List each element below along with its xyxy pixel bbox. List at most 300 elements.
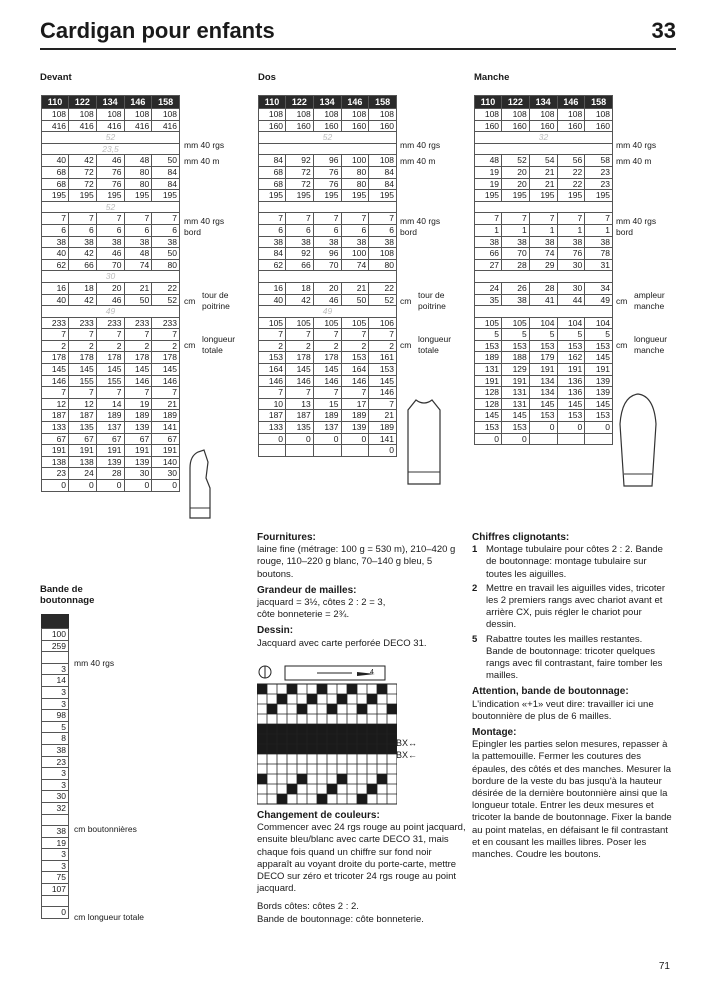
manche-title: Manche [474, 72, 510, 83]
table-cell: 6 [42, 224, 69, 236]
table-cell: 108 [585, 109, 613, 121]
table-cell: 187 [259, 410, 286, 422]
table-cell: 153 [585, 340, 613, 352]
bande-title-1: Bande de [40, 584, 83, 595]
devant-label-totale: totale [202, 345, 223, 355]
bande-label-mm40rgs: mm 40 rgs [74, 658, 115, 668]
table-cell: 233 [152, 317, 180, 329]
table-cell: 160 [502, 120, 530, 132]
table-cell: 46 [96, 155, 124, 167]
table-cell: 68 [259, 166, 286, 178]
handwritten-note [259, 271, 397, 283]
table-cell: 108 [369, 248, 397, 260]
table-cell: 6 [152, 224, 180, 236]
table-cell: 195 [152, 190, 180, 202]
table-cell: 141 [369, 433, 397, 445]
table-cell: 74 [124, 259, 152, 271]
table-cell: 187 [286, 410, 314, 422]
table-cell: 6 [313, 224, 341, 236]
table-cell: 161 [369, 352, 397, 364]
table-cell: 5 [502, 329, 530, 341]
table-cell: 62 [42, 259, 69, 271]
table-cell: 153 [585, 410, 613, 422]
table-cell: 38 [502, 294, 530, 306]
table-cell: 1 [529, 224, 557, 236]
table-row [259, 213, 397, 225]
table-row [259, 375, 397, 387]
front-silhouette-icon [186, 448, 214, 520]
table-cell: 191 [557, 364, 585, 376]
table-cell: 7 [341, 329, 369, 341]
grandeur-line-2: côte bonneterie = 2¾. [257, 609, 350, 621]
table-cell: 72 [286, 166, 314, 178]
table-cell: 1 [585, 224, 613, 236]
manche-label-manche1: manche [634, 301, 665, 311]
handwritten-note [475, 201, 613, 213]
changement-block [257, 810, 467, 926]
table-cell: 145 [313, 364, 341, 376]
devant-label-mm40rgs: mm 40 rgs [184, 140, 225, 150]
dos-label-tour: tour de [418, 290, 445, 300]
table-cell: 2 [313, 340, 341, 352]
table-cell: 28 [96, 468, 124, 480]
table-cell: 7 [369, 329, 397, 341]
table-cell: 189 [475, 352, 502, 364]
table-row [42, 248, 180, 260]
table-cell: 38 [152, 236, 180, 248]
table-cell: 0 [259, 433, 286, 445]
table-cell: 14 [42, 675, 69, 687]
size-header: 122 [69, 96, 97, 109]
table-cell: 129 [502, 364, 530, 376]
table-cell: 28 [502, 259, 530, 271]
table-cell: 189 [124, 410, 152, 422]
table-cell: 48 [124, 248, 152, 260]
table-cell: 7 [124, 329, 152, 341]
table-cell: 7 [69, 329, 97, 341]
table-row [259, 364, 397, 376]
table-cell: 13 [286, 398, 314, 410]
handwritten-note: 52 [42, 201, 180, 213]
table-cell: 80 [124, 166, 152, 178]
table-cell: 68 [42, 178, 69, 190]
table-row [42, 375, 180, 387]
manche-label-mm40rgs: mm 40 rgs [616, 140, 657, 150]
table-cell: 7 [502, 213, 530, 225]
table-cell: 178 [124, 352, 152, 364]
devant-label-bord: bord [184, 227, 202, 237]
table-cell: 70 [502, 248, 530, 260]
table-cell: 160 [259, 120, 286, 132]
table-row [475, 120, 613, 132]
table-cell: 76 [96, 178, 124, 190]
handwritten-note [259, 143, 397, 155]
table-row [475, 248, 613, 260]
table-cell: 153 [529, 410, 557, 422]
table-row [475, 190, 613, 202]
table-row [259, 387, 397, 399]
table-cell: 141 [152, 422, 180, 434]
table-cell: 84 [369, 178, 397, 190]
table-cell: 104 [557, 317, 585, 329]
table-cell: 5 [475, 329, 502, 341]
table-cell: 6 [69, 224, 97, 236]
size-header: 122 [286, 96, 314, 109]
table-cell: 416 [124, 120, 152, 132]
table-cell: 1 [557, 224, 585, 236]
table-cell: 191 [124, 445, 152, 457]
dessin-mark: 4 [370, 669, 374, 676]
table-row [259, 155, 397, 167]
table-cell: 108 [502, 109, 530, 121]
table-cell: 72 [69, 178, 97, 190]
table-cell: 105 [341, 317, 369, 329]
table-cell: 145 [475, 410, 502, 422]
dos-label-bord: bord [400, 227, 418, 237]
table-row [259, 236, 397, 248]
table-row [475, 109, 613, 121]
table-cell: 22 [557, 166, 585, 178]
table-cell: 7 [286, 213, 314, 225]
table-row [475, 213, 613, 225]
table-cell: 146 [286, 375, 314, 387]
dos-label-mm40rgs-bord: mm 40 rgs [400, 216, 441, 226]
table-row [475, 271, 613, 283]
table-row [475, 340, 613, 352]
table-cell: 7 [286, 387, 314, 399]
table-cell: 21 [124, 282, 152, 294]
table-cell: 72 [286, 178, 314, 190]
table-row [259, 224, 397, 236]
devant-table [41, 95, 180, 492]
table-cell: 40 [42, 155, 69, 167]
table-cell: 146 [369, 387, 397, 399]
bande-label-longueur-totale: cm longueur totale [74, 912, 144, 922]
table-cell: 22 [369, 282, 397, 294]
size-header: 134 [96, 96, 124, 109]
table-cell: 74 [529, 248, 557, 260]
table-cell: 105 [259, 317, 286, 329]
table-row [42, 456, 180, 468]
table-cell: 108 [286, 109, 314, 121]
table-cell: 84 [152, 178, 180, 190]
table-cell: 29 [529, 259, 557, 271]
size-header: 110 [42, 96, 69, 109]
table-row [42, 236, 180, 248]
handwritten-note [475, 271, 613, 283]
table-cell: 68 [259, 178, 286, 190]
table-row [42, 178, 180, 190]
table-cell: 153 [341, 352, 369, 364]
table-cell: 178 [152, 352, 180, 364]
bande-table [41, 628, 69, 919]
table-cell: 40 [42, 294, 69, 306]
table-cell: 195 [259, 190, 286, 202]
table-cell: 80 [341, 178, 369, 190]
table-cell: 23 [42, 756, 69, 768]
size-header: 110 [259, 96, 286, 109]
table-cell: 191 [152, 445, 180, 457]
table-cell: 34 [585, 282, 613, 294]
dos-label-mm40m: mm 40 m [400, 156, 436, 166]
table-cell: 72 [69, 166, 97, 178]
size-header: 146 [341, 96, 369, 109]
table-cell: 41 [529, 294, 557, 306]
table-row [42, 259, 180, 271]
table-row [42, 422, 180, 434]
table-cell: 105 [313, 317, 341, 329]
table-cell: 42 [286, 294, 314, 306]
table-cell: 0 [341, 433, 369, 445]
table-cell: 7 [69, 213, 97, 225]
table-cell: 108 [557, 109, 585, 121]
table-cell: 153 [475, 340, 502, 352]
manche-label-cm2: cm [616, 340, 628, 350]
table-cell: 3 [42, 768, 69, 780]
table-cell: 92 [286, 248, 314, 260]
table-cell: 195 [475, 190, 502, 202]
table-cell: 191 [502, 375, 530, 387]
table-cell: 10 [259, 398, 286, 410]
table-cell: 3 [42, 686, 69, 698]
table-cell: 153 [259, 352, 286, 364]
table-cell: 7 [369, 398, 397, 410]
size-header: 158 [152, 96, 180, 109]
table-cell: 136 [557, 387, 585, 399]
table-cell: 0 [286, 433, 314, 445]
table-row [475, 329, 613, 341]
table-cell: 38 [502, 236, 530, 248]
table-cell: 46 [313, 294, 341, 306]
table-cell [341, 445, 369, 457]
table-row [259, 259, 397, 271]
size-header: 134 [313, 96, 341, 109]
table-cell: 54 [529, 155, 557, 167]
manche-label-manche2: manche [634, 345, 665, 355]
table-cell: 0 [42, 907, 69, 919]
table-cell: 0 [557, 422, 585, 434]
table-cell: 66 [475, 248, 502, 260]
table-cell: 24 [69, 468, 97, 480]
dos-title: Dos [258, 72, 276, 83]
table-row [42, 132, 180, 144]
table-cell: 1 [502, 224, 530, 236]
table-row [42, 329, 180, 341]
page-title: Cardigan pour enfants [40, 18, 275, 43]
table-row [42, 306, 180, 318]
table-cell: 7 [475, 213, 502, 225]
table-cell: 128 [475, 387, 502, 399]
table-cell: 26 [502, 282, 530, 294]
table-row [259, 398, 397, 410]
table-cell: 2 [42, 340, 69, 352]
table-cell: 6 [341, 224, 369, 236]
table-cell: 139 [585, 387, 613, 399]
table-row [475, 201, 613, 213]
changement-text: Commencer avec 24 rgs rouge au point jacquard, ensuite bleu/blanc avec carte DECO 31, mais chaque fois quand un chiffre sur fond noir apparaît au voyant droite du porte-carte, mettre DECO sur zéro et tricoter 24 rgs rouge au point jacquard. [257, 822, 466, 895]
table-row [475, 306, 613, 318]
size-header: 122 [502, 96, 530, 109]
table-cell: 38 [529, 236, 557, 248]
table-cell: 7 [286, 329, 314, 341]
table-cell: 191 [42, 445, 69, 457]
table-cell: 3 [42, 698, 69, 710]
table-cell: 108 [96, 109, 124, 121]
table-cell: 30 [152, 468, 180, 480]
table-cell: 108 [529, 109, 557, 121]
table-cell [585, 433, 613, 445]
table-cell: 30 [557, 282, 585, 294]
table-cell: 42 [69, 248, 97, 260]
table-cell: 44 [557, 294, 585, 306]
table-cell: 100 [341, 155, 369, 167]
table-cell: 12 [69, 398, 97, 410]
chiffre-item-1: 1 Montage tubulaire pour côtes 2 : 2. Bande de boutonnage: montage tubulaire sur toutes les aiguilles. [472, 544, 663, 580]
table-cell: 100 [42, 629, 69, 641]
table-cell: 30 [42, 791, 69, 803]
table-row [259, 178, 397, 190]
table-cell: 6 [369, 224, 397, 236]
table-cell: 153 [502, 340, 530, 352]
table-cell: 49 [585, 294, 613, 306]
table-cell: 7 [124, 213, 152, 225]
table-cell: 191 [96, 445, 124, 457]
table-cell: 3 [42, 663, 69, 675]
table-cell: 108 [42, 109, 69, 121]
table-cell: 105 [502, 317, 530, 329]
table-cell: 416 [152, 120, 180, 132]
table-cell: 84 [259, 248, 286, 260]
table-row [42, 120, 180, 132]
table-cell: 146 [124, 375, 152, 387]
table-cell: 108 [313, 109, 341, 121]
table-cell: 23 [585, 166, 613, 178]
table-cell: 0 [529, 422, 557, 434]
table-cell: 38 [341, 236, 369, 248]
table-cell: 5 [585, 329, 613, 341]
bords-text: Bords côtes: côtes 2 : 2. [257, 901, 359, 913]
table-cell: 146 [152, 375, 180, 387]
table-row [42, 445, 180, 457]
table-cell: 38 [475, 236, 502, 248]
table-cell: 138 [42, 456, 69, 468]
table-cell: 2 [286, 340, 314, 352]
table-cell: 145 [96, 364, 124, 376]
table-row [259, 201, 397, 213]
back-silhouette-icon [404, 396, 444, 486]
table-cell: 50 [152, 155, 180, 167]
table-cell: 195 [369, 190, 397, 202]
table-row [475, 317, 613, 329]
table-cell: 195 [124, 190, 152, 202]
table-cell: 70 [313, 259, 341, 271]
table-cell: 7 [152, 329, 180, 341]
grandeur-line-1: jacquard = 3½, côtes 2 : 2 = 3, [257, 597, 386, 609]
montage-heading: Montage: [472, 727, 517, 739]
handwritten-note: 32 [475, 132, 613, 144]
table-cell: 134 [529, 387, 557, 399]
attention-heading: Attention, bande de boutonnage: [472, 686, 629, 698]
sleeve-silhouette-icon [618, 390, 658, 490]
table-cell: 162 [557, 352, 585, 364]
handwritten-note: 52 [259, 132, 397, 144]
table-cell: 138 [69, 456, 97, 468]
handwritten-note: 30 [42, 271, 180, 283]
table-cell: 78 [585, 248, 613, 260]
table-row [475, 259, 613, 271]
table-cell: 46 [96, 294, 124, 306]
table-cell: 195 [502, 190, 530, 202]
handwritten-note: 49 [42, 306, 180, 318]
table-cell: 84 [152, 166, 180, 178]
table-cell: 153 [557, 410, 585, 422]
table-cell: 140 [152, 456, 180, 468]
table-cell: 30 [557, 259, 585, 271]
table-cell: 108 [341, 109, 369, 121]
table-cell: 76 [313, 166, 341, 178]
table-cell [259, 445, 286, 457]
table-cell: 67 [42, 433, 69, 445]
table-cell: 0 [313, 433, 341, 445]
table-cell: 195 [313, 190, 341, 202]
table-cell: 0 [585, 422, 613, 434]
dos-label-cm2: cm [400, 340, 412, 350]
table-cell: 7 [96, 387, 124, 399]
table-cell: 195 [529, 190, 557, 202]
devant-label-cm2: cm [184, 340, 196, 350]
table-row [42, 340, 180, 352]
table-row [259, 294, 397, 306]
size-header: 146 [124, 96, 152, 109]
chiffre-item-2: 2 Mettre en travail les aiguilles vides, tricoter les 2 premiers rangs avec chariot avant et arrière CX, puis régler le chariot pour dessin. [472, 582, 665, 631]
table-row [42, 166, 180, 178]
table-row [42, 433, 180, 445]
table-cell: 108 [124, 109, 152, 121]
table-cell: 191 [529, 364, 557, 376]
table-cell: 7 [152, 213, 180, 225]
table-row [42, 352, 180, 364]
table-cell: 139 [96, 456, 124, 468]
table-cell: 19 [124, 398, 152, 410]
table-cell: 31 [585, 259, 613, 271]
table-cell: 38 [585, 236, 613, 248]
fournitures-text: laine fine (métrage: 100 g = 530 m), 210–420 g rouge, 110–220 g blanc, 70–140 g bleu, 5 boutons. [257, 544, 456, 580]
table-row [42, 143, 180, 155]
table-cell: 145 [369, 375, 397, 387]
table-cell: 164 [341, 364, 369, 376]
grandeur-heading: Grandeur de mailles: [257, 584, 357, 596]
table-row [42, 294, 180, 306]
table-cell: 189 [313, 410, 341, 422]
table-row [42, 410, 180, 422]
table-cell: 38 [42, 236, 69, 248]
table-cell: 7 [124, 387, 152, 399]
table-cell: 108 [475, 109, 502, 121]
table-cell: 80 [152, 259, 180, 271]
table-cell: 38 [369, 236, 397, 248]
table-cell: 7 [96, 213, 124, 225]
table-row [475, 178, 613, 190]
table-cell: 5 [529, 329, 557, 341]
changement-heading: Changement de couleurs: [257, 810, 380, 821]
table-cell: 145 [529, 398, 557, 410]
table-cell: 135 [286, 422, 314, 434]
table-row [42, 271, 180, 283]
devant-label-mm40m: mm 40 m [184, 156, 220, 166]
table-row [259, 282, 397, 294]
table-cell: 195 [69, 190, 97, 202]
table-cell: 20 [313, 282, 341, 294]
